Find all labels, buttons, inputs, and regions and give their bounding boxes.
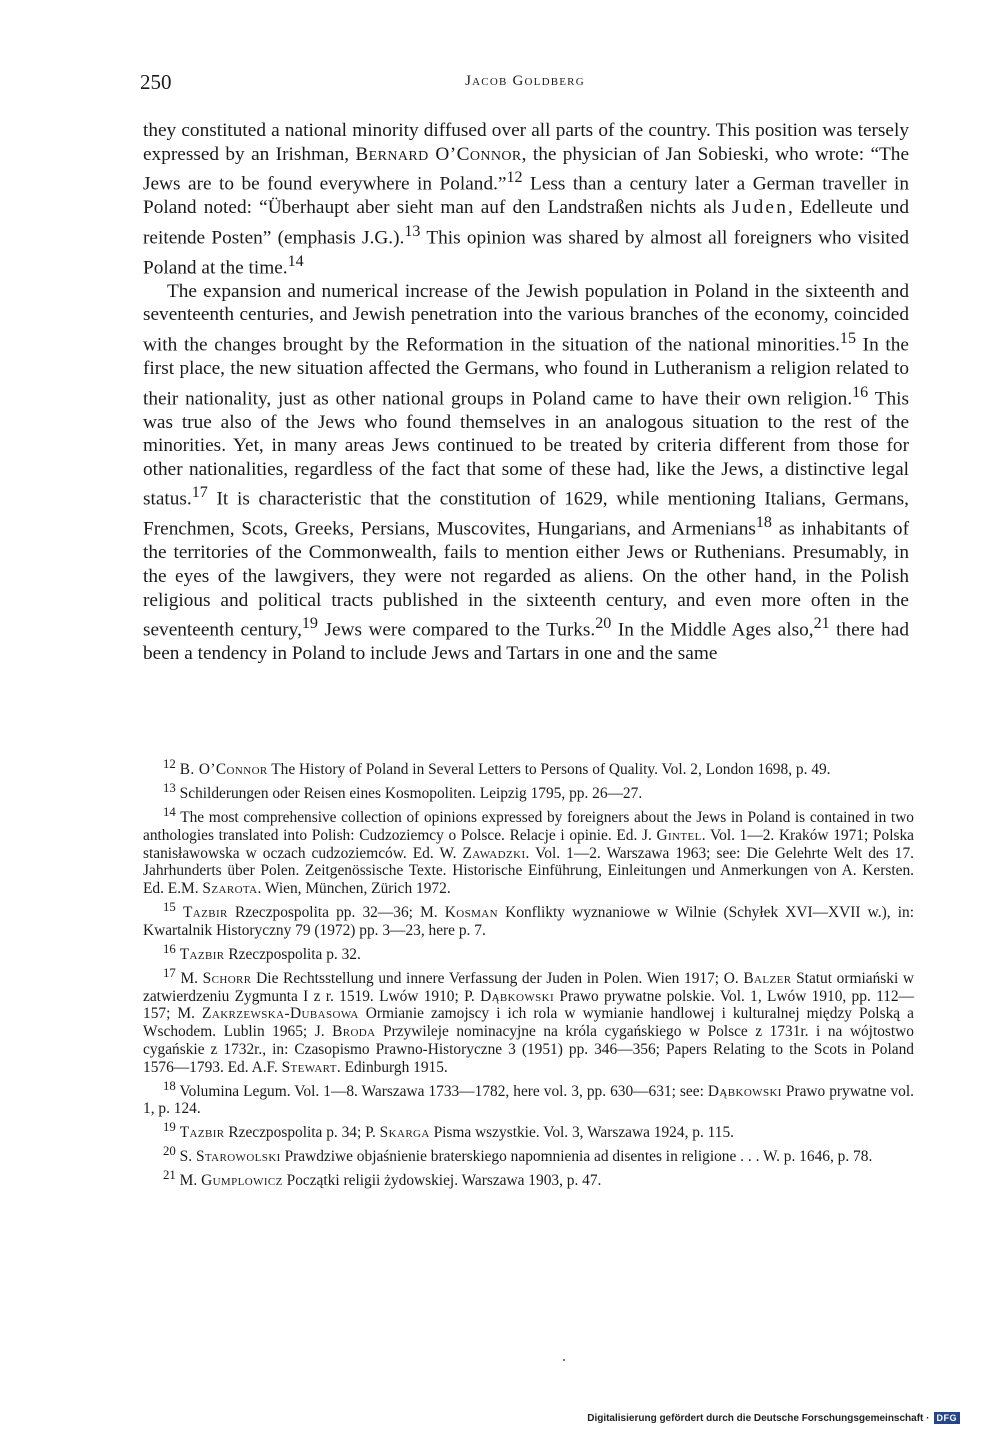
author-name: Skarga (379, 1124, 430, 1142)
text-run: Rzeczpospolita p. 34; P. (224, 1124, 380, 1142)
body-text (143, 119, 909, 666)
author-name: Dąbkowski (480, 987, 555, 1005)
footnote-number: 19 (163, 1120, 176, 1135)
footnote-ref[interactable]: 16 (852, 383, 869, 401)
author-name: Tazbir (179, 945, 225, 963)
page-header (140, 70, 910, 100)
footnote-ref[interactable]: 17 (191, 484, 208, 502)
footnote-ref[interactable]: 21 (813, 615, 830, 633)
text-run: Less than a century later a German traveller in Poland noted: “Überhaupt aber sieht man auf den Landstraßen nichts als (143, 173, 909, 219)
footnote-number: 21 (163, 1168, 176, 1183)
author-name: Tazbir (179, 1124, 225, 1142)
text-run: This opinion was shared by almost all foreigners who visited Poland at the time. (143, 227, 909, 279)
footnote-ref[interactable]: 19 (301, 615, 318, 633)
author-name: Broda (332, 1023, 376, 1041)
author-name: Zawadzki (462, 844, 526, 862)
footnote-number: 15 (163, 899, 176, 914)
author-name: Gumplowicz (201, 1172, 283, 1190)
text-run: . Wien, München, Zürich 1972. (257, 880, 451, 898)
author-name: Stewart (281, 1058, 337, 1076)
author-name: Dąbkowski (707, 1082, 782, 1100)
text-run: M. (175, 1172, 202, 1190)
footnote-number: 12 (163, 757, 176, 771)
footnote-21 (143, 1167, 914, 1190)
text-run: Prawo prywatne polskie. Vol. 1, Lwów 1910, pp. 112—157; M. (143, 987, 914, 1023)
footnote-16 (143, 941, 914, 964)
author-name: Starowolski (195, 1148, 281, 1166)
author-name: Szarota (202, 880, 258, 898)
footnote-number: 14 (163, 804, 176, 819)
text-run: . Edinburgh 1915. (336, 1058, 448, 1076)
text-run: Die Rechtsstellung und innere Verfassung der Juden in Polen. Wien 1917; O. (251, 969, 744, 987)
author-name: Kosman (444, 904, 498, 922)
footnote-17 (143, 965, 914, 1077)
text-run: The expansion and numerical increase of the Jewish population in Poland in the sixteenth and seventeenth centuries, and Jewish penetration into the various branches of the economy, coincided with the changes brought by the Reformation in the situation of the national minorities. (143, 280, 909, 356)
footnote-20 (143, 1143, 914, 1166)
text-run: Konflikty wyznaniowe w Wilnie (Schyłek XVI—XVII w.), in: Kwartalnik Historyczny 79 (1972) pp. 3—23, here p. 7. (143, 904, 914, 939)
text-run: Volumina Legum. Vol. 1—8. Warszawa 1733—1782, here vol. 3, pp. 630—631; see: (175, 1082, 708, 1100)
footnote-14 (143, 804, 914, 898)
paragraph-2 (143, 280, 909, 666)
text-run: Rzeczpospolita pp. 32—36; M. (227, 904, 445, 922)
footnote-number: 16 (163, 941, 176, 956)
author-name: Bernard O’Connor (355, 143, 522, 165)
text-run: Schilderungen oder Reisen eines Kosmopoliten. Leipzig 1795, pp. 26—27. (175, 785, 643, 803)
text-run: as inhabitants of the territories of the Commonwealth, fails to mention either Jews or Ruthenians. Presumably, in the eyes of the lawgivers, they were not regarded as aliens. On the other hand, in the Polish religious and political tracts published in the sixteenth century, and even more often in the seventeenth century, (143, 518, 909, 641)
author-name: Schorr (202, 969, 252, 987)
footnote-15 (143, 899, 914, 940)
footnote-number: 17 (163, 965, 176, 980)
page-number: 250 (140, 70, 172, 94)
text-run: . Vol. 1—2. Kraków 1971; Polska stanisławowska w oczach cudzoziemców. Ed. W. (143, 826, 914, 862)
text-run: This was true also of the Jews who found themselves in an analogous situation to the rest of the minorities. Yet, in many areas Jews continued to be treated by criteria different from those for other nationalities, regardless of the fact that some of these had, like the Jews, a distinctive legal status. (143, 388, 909, 510)
text-run: It is characteristic that the constitution of 1629, while mentioning Italians, Germans, Frenchmen, Scots, Greeks, Persians, Muscovites, Hungarians, and Armenians (143, 488, 909, 540)
text-run: Początki religii żydowskiej. Warszawa 1903, p. 47. (282, 1172, 602, 1190)
text-run: Statut ormiański w zatwierdzeniu Zygmunta I z r. 1519. Lwów 1910; P. (143, 969, 914, 1005)
text-run: M. (175, 969, 203, 987)
digitization-credit (587, 1410, 960, 1426)
paragraph-1 (143, 119, 909, 280)
running-head: Jacob Goldberg (465, 73, 585, 89)
footnote-ref[interactable]: 15 (839, 330, 856, 348)
author-name: B. O’Connor (179, 761, 268, 779)
text-run: , Edelleute und reitende Posten” (emphasis J.G.). (143, 197, 910, 249)
scan-speck (563, 1359, 565, 1361)
text-run: Przywileje nominacyjne na króla cygańskiego w Polsce z 1731r. i na wójtostwo cygańskie z 1732r., in: Czasopismo Prawno-Historyczne 3 (1951) pp. 346—356; Papers Relating to the Scots in Poland 1576—1793. Ed. A.F. (143, 1023, 914, 1076)
text-run: they constituted a national minority diffused over all parts of the country. This position was tersely expressed by an Irishman, (143, 120, 909, 165)
emphasized-word: Juden (732, 197, 789, 219)
footnote-13 (143, 780, 914, 803)
footnote-19 (143, 1119, 914, 1142)
footnote-ref[interactable]: 18 (755, 514, 772, 532)
text-run: Prawdziwe objaśnienie braterskiego napomnienia ad disentes in religione . . . W. p. 1646, p. 78. (280, 1148, 873, 1166)
text-run: Ormianie zamojscy i ich rola w wymianie handlowej i kulturalnej między Polską a Wschodem. Lublin 1965; J. (143, 1005, 914, 1041)
footnote-12 (143, 756, 914, 779)
text-run: In the first place, the new situation affected the Germans, who found in Lutheranism a religion related to their nationality, just as other national groups in Poland came to have their own religion. (143, 334, 909, 410)
text-run: S. (175, 1148, 196, 1166)
footnote-ref[interactable]: 13 (404, 222, 421, 240)
author-name: Zakrzewska-Dubasowa (202, 1005, 359, 1023)
credit-text: Digitalisierung gefördert durch die Deutsche Forschungsgemeinschaft · (587, 1412, 930, 1424)
footnote-ref[interactable]: 12 (506, 169, 523, 187)
text-run: In the Middle Ages also, (611, 619, 814, 641)
footnotes (143, 756, 914, 1191)
text-run: Prawo prywatne vol. 1, p. 124. (143, 1082, 914, 1118)
footnote-number: 20 (163, 1144, 176, 1159)
author-name: Balzer (743, 969, 792, 987)
text-run: The History of Poland in Several Letters to Persons of Quality. Vol. 2, London 1698, p. 49. (267, 761, 831, 779)
text-run: Jews were compared to the Turks. (317, 619, 596, 641)
footnote-18 (143, 1078, 914, 1119)
text-run: there had been a tendency in Poland to include Jews and Tartars in one and the same (143, 619, 910, 665)
dfg-logo-icon: DFG (934, 1412, 961, 1424)
text-run: . Vol. 1—2. Warszawa 1963; see: Die Gelehrte Welt des 17. Jahrhunderts über Polen. Zeitgenössische Texte. Historische Einführung, Einleitungen und Anmerkungen von A. Kersten. Ed. E.M. (143, 844, 914, 898)
text-run: The most comprehensive collection of opinions expressed by foreigners about the Jews in Poland is contained in two anthologies translated into Polish: Cudzoziemcy o Polsce. Relacje i opinie. Ed. J. (143, 808, 914, 844)
text-run: , the physician of Jan Sobieski, who wrote: “The Jews are to be found everywhere in Poland.” (143, 143, 909, 195)
footnote-ref[interactable]: 20 (595, 615, 612, 633)
text-run: Pisma wszystkie. Vol. 3, Warszawa 1924, p. 115. (429, 1124, 735, 1142)
footnote-number: 18 (163, 1078, 176, 1093)
footnote-ref[interactable]: 14 (287, 252, 304, 270)
footnote-number: 13 (163, 780, 176, 795)
author-name: Tazbir (182, 904, 228, 922)
text-run (176, 904, 183, 921)
author-name: Gintel (656, 826, 702, 844)
text-run: Rzeczpospolita p. 32. (224, 945, 361, 963)
